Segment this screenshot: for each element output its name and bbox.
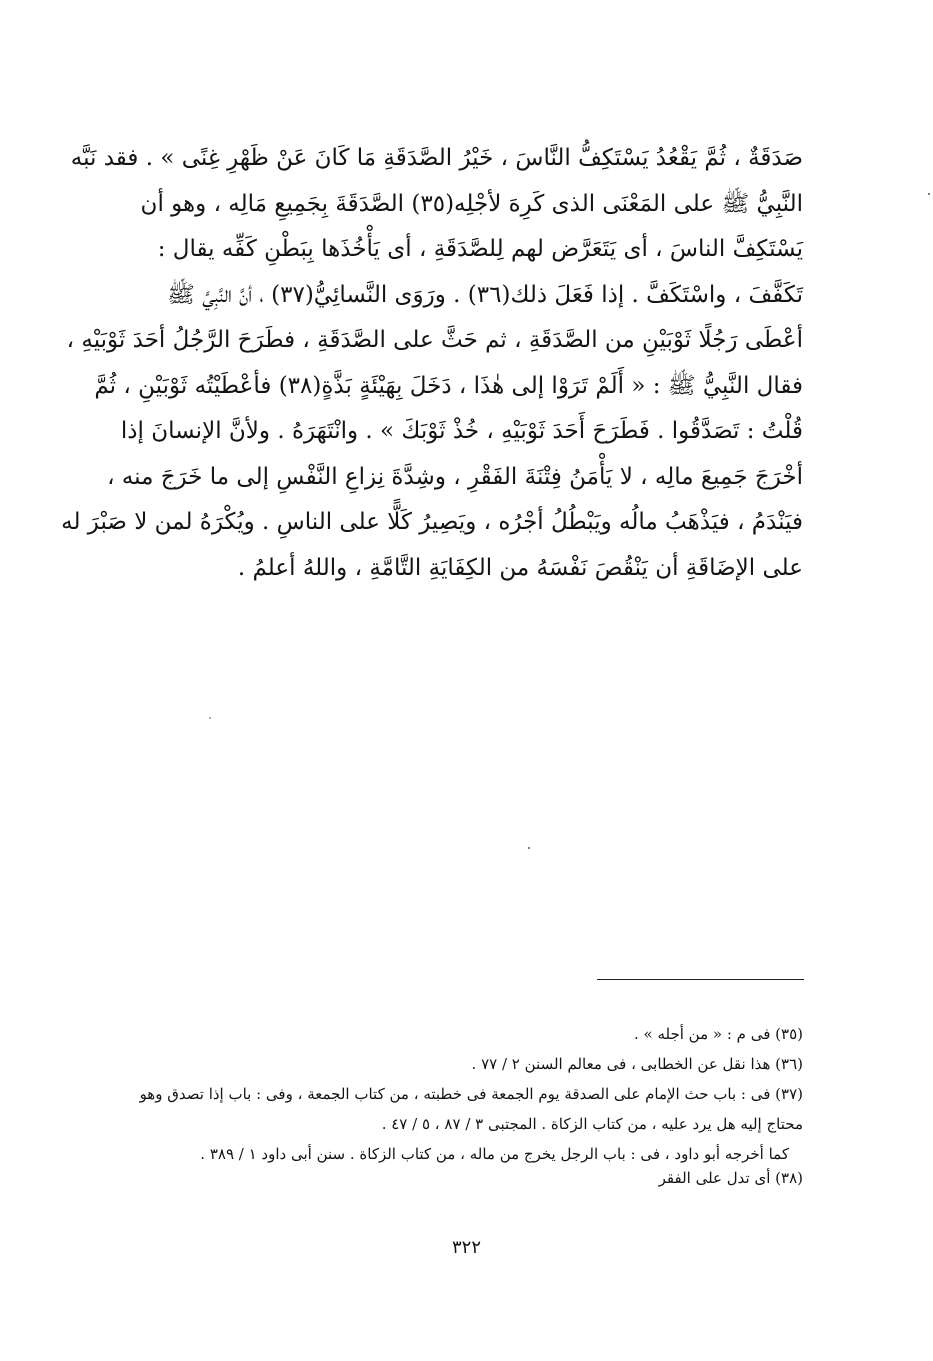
footnote-divider (597, 979, 804, 980)
body-line: تَكَفَّفَ ، واسْتَكَفَّ . إذا فَعَلَ ذلك(٣٦) . ورَوَى النَّسائِيُّ(٣٧) ، أنَّ النَّبِيَّ ﷺ (167, 281, 803, 308)
scan-speck (928, 193, 930, 195)
scan-speck (528, 847, 530, 849)
page-number: ٣٢٢ (451, 1237, 481, 1258)
body-line: قُلْتُ : تَصَدَّقُوا . فَطَرَحَ أَحَدَ ثَوْبَيْهِ ، خُذْ ثَوْبَكَ » . وانْتَهَرَهُ . ولأنَّ الإنسانَ إذا (120, 418, 803, 444)
footnote-37-extra: كما أخرجه أبو داود ، فى : باب الرجل يخرج من ماله ، من كتاب الزكاة . سنن أبى داود ١ / ٣٨٩ . (200, 1145, 789, 1163)
body-line: على الإضَاقَةِ أن يَنْقُصَ نَفْسَهُ من الكِفَايَةِ التَّامَّةِ ، واللهُ أعلمُ . (237, 554, 803, 581)
main-text-block (61, 136, 803, 591)
body-line: فيَنْدَمُ ، فيَذْهَبُ مالُه ويَبْطُلُ أجْرُه ، ويَصِيرُ كَلًّا على الناسِ . ويُكْرَهُ لمن لا صَبْرَ له (61, 509, 803, 535)
body-line: يَسْتَكِفَّ الناسَ ، أى يَتَعَرَّض لهم لِلصَّدَقَةِ ، أى يَأْخُذَها بِبَطْنِ كَفِّه يقال : (157, 236, 803, 262)
footnote-38: (٣٨) أى تدل على الفقر (658, 1169, 803, 1187)
scan-speck (209, 717, 211, 719)
body-line: أخْرَجَ جَمِيعَ مالِه ، لا يَأْمَنُ فِتْنَةَ الفَقْرِ ، وشِدَّةَ نِزاعِ النَّفْسِ إلى ما خَرَجَ منه ، (107, 463, 803, 490)
body-line: فقال النَّبِيُّ ﷺ : « أَلَمْ تَرَوْا إلى هٰذَا ، دَخَلَ بِهَيْئَةٍ بَذَّةٍ(٣٨) فأعْطَيْتُه ثَوْبَيْنِ ، ثُمَّ (94, 372, 803, 399)
footnote-35: (٣٥) فى م : « من أجله » . (633, 1025, 803, 1043)
footnote-36: (٣٦) هذا نقل عن الخطابى ، فى معالم السنن ٢ / ٧٧ . (471, 1055, 803, 1073)
body-line: النَّبِيُّ ﷺ على المَعْنَى الذى كَرِهَ لأجْلِه(٣٥) الصَّدَقَةَ بِجَمِيعِ مَالِه ، وهو أن (140, 190, 803, 217)
body-line: أعْطَى رَجُلًا ثَوْبَيْنِ من الصَّدَقَةِ ، ثم حَثَّ على الصَّدَقَةِ ، فطَرَحَ الرَّجُلُ أحَدَ ثَوْبَيْهِ ، (66, 327, 803, 353)
footnote-37: (٣٧) فى : باب حث الإمام على الصدقة يوم الجمعة فى خطبته ، من كتاب الجمعة ، وفى : باب إذا تصدق وهو (139, 1085, 803, 1103)
footnotes-block (128, 1022, 803, 1190)
body-line: صَدَقَةٌ ، ثُمَّ يَقْعُدُ يَسْتَكِفُّ النَّاسَ ، خَيْرُ الصَّدَقَةِ مَا كَانَ عَنْ ظَهْرِ غِنًى » . فقد نَبَّه (70, 145, 803, 171)
footnote-37-cont: محتاج إليه هل يرد عليه ، من كتاب الزكاة . المجتبى ٣ / ٨٧ ، ٥ / ٤٧ . (381, 1115, 803, 1133)
